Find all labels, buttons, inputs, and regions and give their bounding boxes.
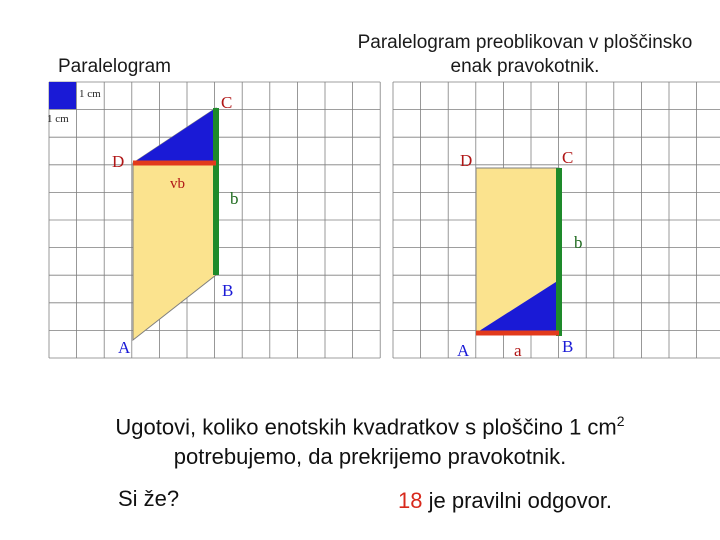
left-vertex-a: A bbox=[118, 338, 131, 357]
right-side-label: b bbox=[574, 233, 583, 252]
left-vertex-b: B bbox=[222, 281, 234, 300]
right-vertex-d: D bbox=[460, 151, 473, 170]
right-panel-title: Paralelogram preoblikovan v ploščinsko enak pravokotnik. bbox=[357, 32, 693, 77]
left-height-label: vb bbox=[170, 176, 185, 192]
left-panel-title: Paralelogram bbox=[58, 56, 171, 77]
question-superscript: 2 bbox=[616, 413, 625, 429]
question-line-2: potrebujemo, da prekrijemo pravokotnik. bbox=[173, 444, 567, 470]
left-side-label: b bbox=[230, 189, 239, 208]
answer-text bbox=[398, 488, 612, 514]
left-unit-square bbox=[49, 82, 76, 109]
answer-number: 18 bbox=[398, 488, 423, 513]
right-base-label: a bbox=[514, 341, 522, 360]
right-vertex-b: B bbox=[562, 337, 574, 356]
right-vertex-c: C bbox=[562, 148, 574, 167]
left-vertex-d: D bbox=[112, 152, 125, 171]
left-vertex-c: C bbox=[221, 93, 233, 112]
left-unit-label-side: 1 cm bbox=[47, 113, 69, 125]
question-line-1: Ugotovi, koliko enotskih kvadratkov s ploščino 1 cm bbox=[115, 414, 617, 440]
right-vertex-a: A bbox=[457, 341, 470, 360]
left-unit-label-top: 1 cm bbox=[79, 88, 101, 100]
prompt-text: Si že? bbox=[118, 486, 180, 511]
answer-rest: je pravilni odgovor. bbox=[422, 488, 613, 513]
question-text bbox=[60, 406, 680, 472]
